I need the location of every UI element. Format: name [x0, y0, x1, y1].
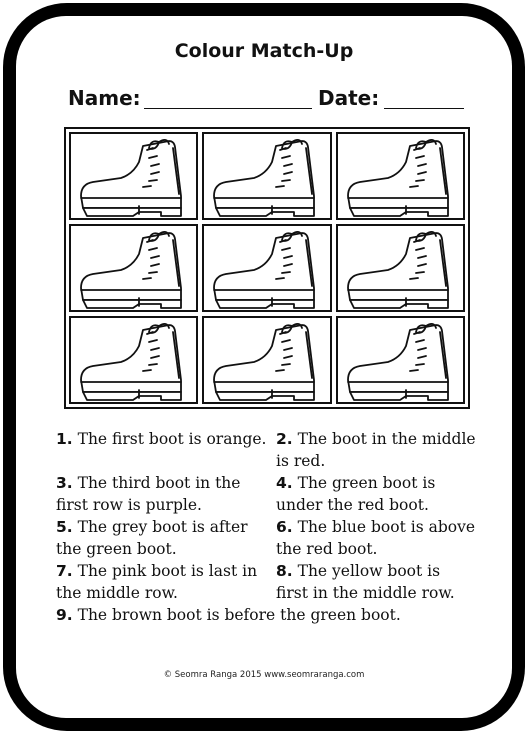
- boot-grid: [64, 127, 470, 409]
- grid-cell-r1-c1[interactable]: [69, 132, 198, 220]
- worksheet-title: Colour Match-Up: [174, 40, 354, 62]
- grid-cell-r3-c3[interactable]: [336, 316, 465, 404]
- clue-3: 3. The third boot in the first row is purple.: [56, 474, 241, 514]
- clues-two-column: [56, 428, 476, 604]
- clue-1: 1. The first boot is orange.: [56, 430, 267, 448]
- grid-cell-r2-c1[interactable]: [69, 224, 198, 312]
- clue-8: 8. The yellow boot is first in the middle row.: [276, 562, 455, 602]
- grid-cell-r3-c2[interactable]: [202, 316, 331, 404]
- grid-cell-r1-c3[interactable]: [336, 132, 465, 220]
- clues-list: [56, 428, 476, 626]
- grid-cell-r2-c3[interactable]: [336, 224, 465, 312]
- name-field-line[interactable]: [144, 108, 312, 109]
- clue-6: 6. The blue boot is above the red boot.: [276, 518, 476, 558]
- grid-cell-r2-c2[interactable]: [202, 224, 331, 312]
- grid-cell-r3-c1[interactable]: [69, 316, 198, 404]
- clue-7: 7. The pink boot is last in the middle row.: [56, 562, 258, 602]
- clue-2: 2. The boot in the middle is red.: [276, 430, 476, 470]
- name-label: Name:: [68, 86, 141, 110]
- date-field-line[interactable]: [384, 108, 464, 109]
- clue-9: 9. The brown boot is before the green boot.: [56, 606, 401, 624]
- date-label: Date:: [318, 86, 380, 110]
- clue-5: 5. The grey boot is after the green boot.: [56, 518, 248, 558]
- name-date-row: [68, 86, 468, 116]
- copyright-footer: © Seomra Ranga 2015 www.seomraranga.com: [163, 670, 365, 680]
- grid-cell-r1-c2[interactable]: [202, 132, 331, 220]
- clue-4: 4. The green boot is under the red boot.: [276, 474, 436, 514]
